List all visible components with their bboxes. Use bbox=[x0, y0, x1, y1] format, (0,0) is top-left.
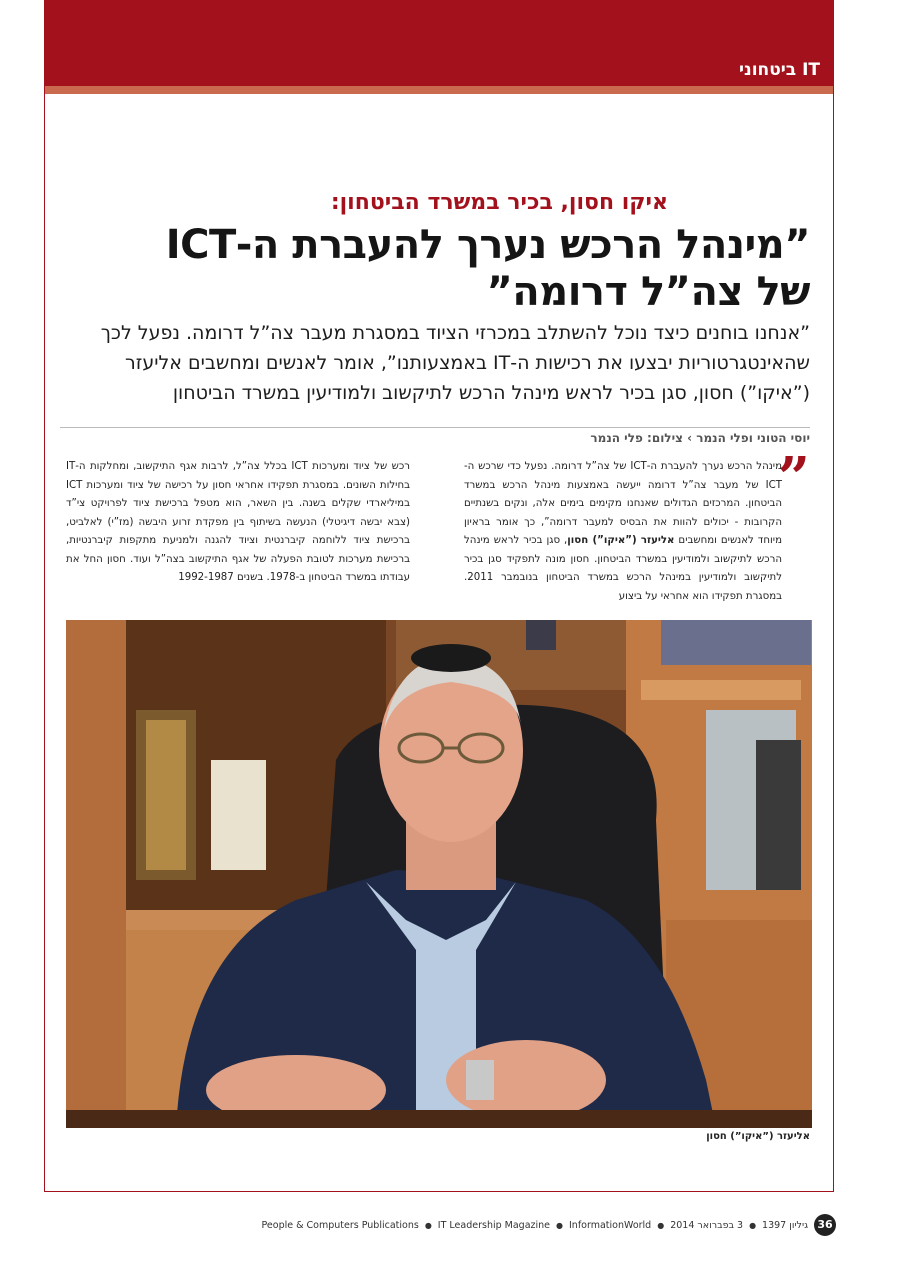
body-column-left: רכש של ציוד ומערכות ICT בכלל צה”ל, לרבות אגף התיקשוב, ומחלקות ה-IT בחילות השונים. במסגרת תפקידו אחראי חסון על רכישה של ציוד ומערכות ICT במיליארדי שקלים בשנה. בין השאר, הוא מטפל ברכישת ציוד לפרויקט צי”ד (צבא יבשה דיגיטלי) הנעשה בשיתוף בין מפקדת זרוע היבשה (מז”י) לאלביט, ברכישת ציוד ללוחמה קיברנטית וציוד להגנה ולמניעת מתקפות קיברנטיות, ברכישת מערכות לטובת הפעלה של אגף התיקשוב בצה”ל ועוד. חסון החל את עבודתו במשרד הביטחון ב-1978. בשנים 1992-1987 bbox=[66, 461, 410, 583]
kicker: איקו חסון, בכיר במשרד הביטחון: bbox=[330, 190, 668, 215]
byline: יוסי הטוני ופלי הנמר › צילום: פלי הנמר bbox=[60, 427, 810, 445]
bullet-icon: ● bbox=[556, 1220, 563, 1230]
publication-3: People & Computers Publications bbox=[261, 1219, 419, 1231]
publication-2: IT Leadership Magazine bbox=[437, 1219, 551, 1231]
headline: ”מינהל הרכש נערך להעברת ה-ICT של צה”ל דרומה” bbox=[165, 222, 810, 315]
page-footer bbox=[262, 1214, 836, 1236]
page-number: 36 bbox=[814, 1214, 836, 1236]
section-tag: IT ביטחוני bbox=[739, 60, 820, 80]
body-name: אליעזר (”איקו”) חסון bbox=[567, 535, 675, 546]
issue-date: 3 בפברואר 2014 bbox=[670, 1219, 744, 1231]
quote-mark-icon: ” bbox=[777, 445, 810, 511]
publication-1: InformationWorld bbox=[569, 1219, 652, 1231]
office-portrait-illustration bbox=[66, 620, 812, 1128]
bullet-icon: ● bbox=[657, 1220, 665, 1230]
bullet-icon: ● bbox=[424, 1220, 432, 1230]
body-column-right bbox=[464, 458, 810, 606]
body-text-1: מינהל הרכש נערך להעברת ה-ICT של צה”ל דרומה. נפעל כדי שרכש ה-ICT של מעבר צה”ל דרומה ייעשה באמצעות מינהל הרכש במשרד הביטחון. המרכזים הגדולים שאנחנו מקימים בימים אלה, ונקים בשנתיים הקרובות - יכולים להוות את הבסיס למעבר דרומה”, כך אומר בראיון מיוחד לאנשים ומחשבים bbox=[464, 461, 782, 546]
portrait-photo bbox=[66, 620, 812, 1128]
photo-caption: אליעזר (”איקו”) חסון bbox=[706, 1131, 810, 1142]
bullet-icon: ● bbox=[749, 1220, 757, 1230]
body-text-2: , סגן בכיר לראש מינהל הרכש לתיקשוב ולמודיעין במשרד הביטחון. חסון מונה לתפקיד סגן בכיר לתיקשוב ולמודיעין במינהל הרכש במשרד הביטחון בנובמבר 2011. במסגרת תפקידו הוא אחראי על ביצוע bbox=[464, 535, 782, 602]
intro-paragraph: ”אנחנו בוחנים כיצד נוכל להשתלב במכרזי הציוד במסגרת מעבר צה”ל דרומה. נפעל לכך שהאינטגרטוריות יבצעו את רכישות ה-IT באמצעותנו”, אומר לאנשים ומחשבים אליעזר (”איקו”) חסון, סגן בכיר לראש מינהל הרכש לתיקשוב ולמודיעין במשרד הביטחון bbox=[100, 322, 810, 404]
issue-number: גיליון 1397 bbox=[762, 1219, 808, 1231]
